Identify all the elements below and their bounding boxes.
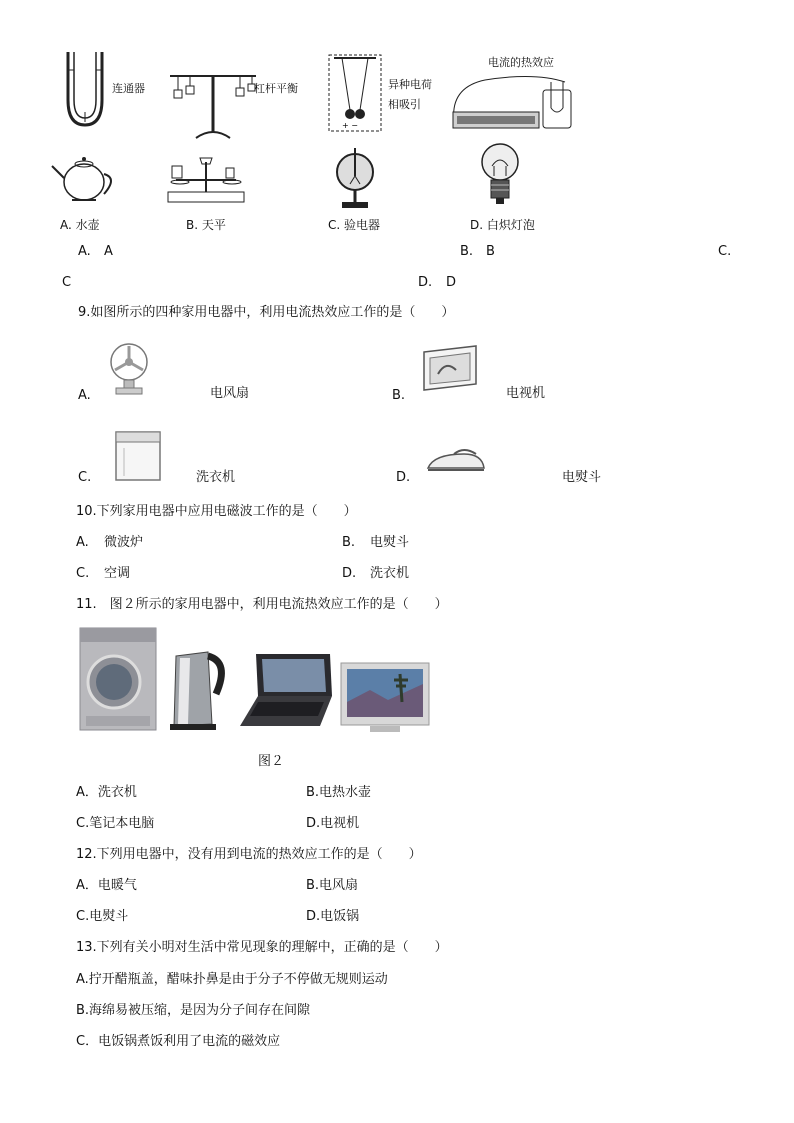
caption-a-kettle: A. 水壶 bbox=[60, 218, 100, 232]
q8-option-b-text: B bbox=[486, 244, 495, 259]
label-heat-effect: 电流的热效应 bbox=[488, 56, 554, 69]
q13-option-c: C．电饭锅煮饭利用了电流的磁效应 bbox=[76, 1034, 281, 1049]
q11-option-d: D.电视机 bbox=[306, 816, 360, 831]
q8-option-a-letter: A. bbox=[78, 244, 91, 259]
label-attract: 相吸引 bbox=[388, 98, 421, 111]
q11-figure-caption: 图２ bbox=[258, 754, 285, 769]
q11-option-a: A．洗衣机 bbox=[76, 785, 137, 800]
label-communicating-vessel: 连通器 bbox=[112, 82, 145, 95]
q8-figure bbox=[40, 40, 600, 240]
q12-option-a: A．电暖气 bbox=[76, 878, 137, 893]
q11-option-b: B.电热水壶 bbox=[306, 785, 372, 800]
electric-iron-icon bbox=[424, 446, 488, 474]
television-photo bbox=[340, 662, 430, 734]
charges-attract-diagram bbox=[328, 54, 382, 132]
washing-machine-photo bbox=[78, 626, 158, 732]
q10-option-b-letter: B. bbox=[342, 535, 356, 550]
electric-kettle-photo bbox=[164, 646, 234, 732]
heat-effect-apparatus bbox=[445, 68, 585, 134]
q10-option-d-text: 洗衣机 bbox=[370, 566, 410, 581]
q10-option-c-text: 空调 bbox=[104, 566, 131, 581]
q8-option-b-letter: B. bbox=[460, 244, 474, 259]
q9-option-b-text: 电视机 bbox=[506, 386, 546, 401]
q12-stem: 12.下列用电器中，没有用到电流的热效应工作的是（ ） bbox=[76, 847, 422, 862]
q13-stem: 13.下列有关小明对生活中常见现象的理解中，正确的是（ ） bbox=[76, 940, 448, 955]
q10-option-b-text: 电熨斗 bbox=[370, 535, 410, 550]
q10-option-a-text: 微波炉 bbox=[104, 535, 144, 550]
electroscope-icon bbox=[328, 146, 382, 210]
q12-option-d: D.电饭锅 bbox=[306, 909, 360, 924]
q8-option-d-letter: D. bbox=[418, 275, 433, 290]
q10-stem: 10.下列家用电器中应用电磁波工作的是（ ） bbox=[76, 504, 357, 519]
lever-balance-diagram bbox=[168, 70, 258, 142]
kettle-icon bbox=[48, 148, 120, 206]
light-bulb-icon bbox=[476, 138, 524, 208]
label-unlike-charges: 异种电荷 bbox=[388, 78, 432, 91]
communicating-vessel-diagram bbox=[60, 50, 110, 130]
q9-option-a-letter: A. bbox=[78, 388, 91, 403]
caption-b-balance: B. 天平 bbox=[186, 218, 226, 232]
q11-figure bbox=[78, 626, 432, 736]
balance-scale-icon bbox=[164, 152, 248, 208]
electric-fan-icon bbox=[104, 340, 154, 396]
q12-option-c: C.电熨斗 bbox=[76, 909, 129, 924]
q9-option-b-letter: B. bbox=[392, 388, 406, 403]
q9-option-c-text: 洗衣机 bbox=[196, 470, 236, 485]
q13-option-b: B.海绵易被压缩，是因为分子间存在间隙 bbox=[76, 1003, 311, 1018]
laptop-photo bbox=[238, 652, 338, 732]
label-lever-balance: 杠杆平衡 bbox=[254, 82, 298, 95]
television-icon bbox=[420, 344, 480, 398]
q10-option-c-letter: C. bbox=[76, 566, 90, 581]
q11-option-c: C.笔记本电脑 bbox=[76, 816, 155, 831]
q8-option-c-letter: C. bbox=[718, 244, 732, 259]
q8-option-c-text: C bbox=[62, 275, 72, 290]
q8-option-a-text: A bbox=[104, 244, 113, 259]
q12-option-b: B.电风扇 bbox=[306, 878, 359, 893]
q9-stem: 9.如图所示的四种家用电器中，利用电流热效应工作的是（ ） bbox=[78, 305, 455, 320]
q10-option-d-letter: D. bbox=[342, 566, 357, 581]
caption-c-electroscope: C. 验电器 bbox=[328, 218, 381, 232]
caption-d-light-bulb: D. 白炽灯泡 bbox=[470, 218, 535, 232]
q13-option-a: A.拧开醋瓶盖，醋味扑鼻是由于分子不停做无规则运动 bbox=[76, 972, 388, 987]
q9-option-c-letter: C. bbox=[78, 470, 92, 485]
q11-stem: 11. 图２所示的家用电器中，利用电流热效应工作的是（ ） bbox=[76, 597, 448, 612]
q10-option-a-letter: A. bbox=[76, 535, 89, 550]
washing-machine-icon bbox=[110, 428, 166, 484]
q9-option-d-letter: D. bbox=[396, 470, 411, 485]
charge-signs: + − bbox=[342, 121, 358, 130]
q9-option-a-text: 电风扇 bbox=[210, 386, 250, 401]
q9-option-d-text: 电熨斗 bbox=[562, 470, 602, 485]
q8-option-d-text: D bbox=[446, 275, 457, 290]
